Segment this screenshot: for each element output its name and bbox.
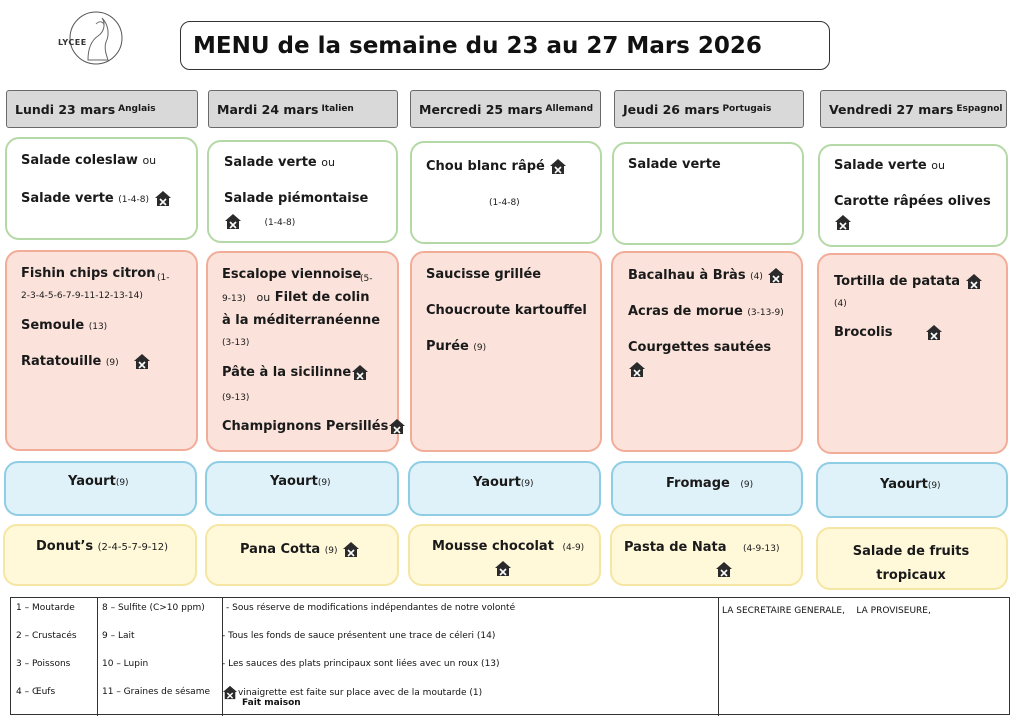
menu-item: Courgettes sautées xyxy=(628,340,772,355)
day-header-wednesday xyxy=(410,90,601,128)
menu-item: Fromage (9) xyxy=(666,476,754,491)
menu-item-detail xyxy=(715,561,733,578)
signatures: LA SECRETAIRE GENERALE, LA PROVISEURE, xyxy=(722,606,931,616)
menu-item: Salade verte ou xyxy=(834,158,945,173)
day-date: Mardi 24 mars xyxy=(217,101,319,117)
menu-item-detail xyxy=(834,214,852,231)
legend-note: - Les sauces des plats principaux sont liées avec un roux (13) xyxy=(222,659,500,669)
menu-item-allergens: (5- xyxy=(360,274,373,284)
legend-note: vinaigrette est faite sur place avec de la moutarde (1) xyxy=(238,688,483,698)
menu-item-allergens: (9-13) xyxy=(222,393,250,403)
menu-item: Bacalhau à Bràs (4) xyxy=(628,267,785,284)
menu-item: Champignons Persillés xyxy=(222,418,406,435)
menu-item: Pasta de Nata (4-9-13) xyxy=(624,540,780,555)
menu-item: Ratatouille (9) xyxy=(21,353,151,370)
homemade-icon xyxy=(133,353,151,370)
menu-item-allergens: (3-13) xyxy=(222,338,250,348)
menu-item: Pâte à la sicilinne xyxy=(222,364,369,381)
homemade-icon xyxy=(965,273,983,290)
day-language: Portugais xyxy=(722,104,772,114)
dessert-box-monday xyxy=(3,524,197,586)
logo-text: LYCEE xyxy=(58,38,87,47)
menu-item-allergens: 2-3-4-5-6-7-9-11-12-13-14) xyxy=(21,291,143,301)
menu-item: Acras de morue (3-13-9) xyxy=(628,304,784,319)
day-header-friday xyxy=(820,90,1007,128)
allergen-entry: 3 – Poissons xyxy=(16,659,71,669)
allergen-entry: 10 – Lupin xyxy=(102,659,149,669)
menu-item: Carotte râpées olives xyxy=(834,194,991,209)
menu-item: Fishin chips citron xyxy=(21,266,156,281)
homemade-icon xyxy=(925,324,943,341)
menu-item: Yaourt(9) xyxy=(68,474,129,489)
menu-item: Salade verte xyxy=(628,157,721,172)
menu-item: Choucroute kartouffel xyxy=(426,303,587,318)
menu-item: Salade de fruits tropicaux xyxy=(852,544,970,583)
menu-item: Brocolis xyxy=(834,324,943,341)
menu-item: Salade verte (1-4-8) xyxy=(21,190,172,207)
page-title: MENU de la semaine du 23 au 27 Mars 2026 xyxy=(193,32,762,59)
menu-item: Chou blanc râpé xyxy=(426,158,567,175)
menu-item: Yaourt(9) xyxy=(473,475,534,490)
menu-item: Salade piémontaise xyxy=(224,191,369,206)
day-language: Italien xyxy=(321,104,354,114)
day-header-tuesday xyxy=(208,90,398,128)
allergen-entry: 9 – Lait xyxy=(102,631,135,641)
menu-item-allergens: (1- xyxy=(157,273,170,283)
menu-item-detail: (1-4-8) xyxy=(489,198,520,208)
menu-item: à la méditerranéenne xyxy=(222,313,381,328)
homemade-icon xyxy=(342,541,360,558)
homemade-icon xyxy=(549,158,567,175)
menu-item-allergens: (4) xyxy=(834,299,847,309)
day-date: Vendredi 27 mars xyxy=(829,101,954,117)
day-header-monday xyxy=(6,90,198,128)
homemade-icon xyxy=(154,190,172,207)
homemade-icon xyxy=(224,213,242,230)
day-date: Jeudi 26 mars xyxy=(623,101,720,117)
menu-item: Salade coleslaw ou xyxy=(21,153,157,168)
allergen-entry: 4 – Œufs xyxy=(16,687,56,697)
homemade-icon xyxy=(494,560,512,577)
homemade-icon xyxy=(628,361,646,378)
menu-item-detail xyxy=(628,361,646,378)
allergen-entry: 11 – Graines de sésame xyxy=(102,687,210,697)
menu-item: 9-13) ou Filet de colin xyxy=(222,290,370,305)
menu-item: Yaourt(9) xyxy=(880,477,941,492)
day-date: Mercredi 25 mars xyxy=(419,101,543,117)
starter-box-wednesday xyxy=(410,141,602,244)
menu-item: Donut’s (2-4-5-7-9-12) xyxy=(36,539,169,554)
homemade-icon xyxy=(222,685,238,700)
allergen-entry: 1 – Moutarde xyxy=(16,603,75,613)
homemade-icon xyxy=(834,214,852,231)
menu-item: Salade verte ou xyxy=(224,155,335,170)
menu-item: Pana Cotta (9) xyxy=(240,541,360,558)
allergen-entry: 2 – Crustacés xyxy=(16,631,77,641)
school-logo xyxy=(52,10,130,66)
menu-item-detail: (1-4-8) xyxy=(224,213,295,230)
menu-item: Semoule (13) xyxy=(21,318,108,333)
day-header-thursday xyxy=(614,90,804,128)
homemade-icon xyxy=(715,561,733,578)
legend-note: - Sous réserve de modifications indépendantes de notre volonté xyxy=(226,603,516,613)
homemade-icon xyxy=(351,364,369,381)
legend-divider xyxy=(97,598,98,716)
homemade-icon xyxy=(388,418,406,435)
title-box xyxy=(180,21,830,70)
legend-divider xyxy=(718,598,719,716)
menu-item: Purée (9) xyxy=(426,339,487,354)
dessert-box-thursday xyxy=(610,524,803,586)
allergen-entry: 8 – Sulfite (C>10 ppm) xyxy=(102,603,205,613)
homemade-label: Fait maison xyxy=(242,698,301,708)
menu-item: Mousse chocolat (4-9) xyxy=(432,539,585,554)
day-language: Allemand xyxy=(545,104,594,114)
day-language: Espagnol xyxy=(956,104,1003,114)
menu-item: Tortilla de patata xyxy=(834,273,983,290)
menu-item-detail xyxy=(494,560,512,577)
legend-note: - Tous les fonds de sauce présentent une trace de céleri (14) xyxy=(222,631,496,641)
day-language: Anglais xyxy=(118,104,156,114)
day-date: Lundi 23 mars xyxy=(15,101,116,117)
homemade-icon xyxy=(767,267,785,284)
menu-item: Escalope viennoise xyxy=(222,267,362,282)
menu-item: Yaourt(9) xyxy=(270,474,331,489)
menu-item: Saucisse grillée xyxy=(426,267,542,282)
